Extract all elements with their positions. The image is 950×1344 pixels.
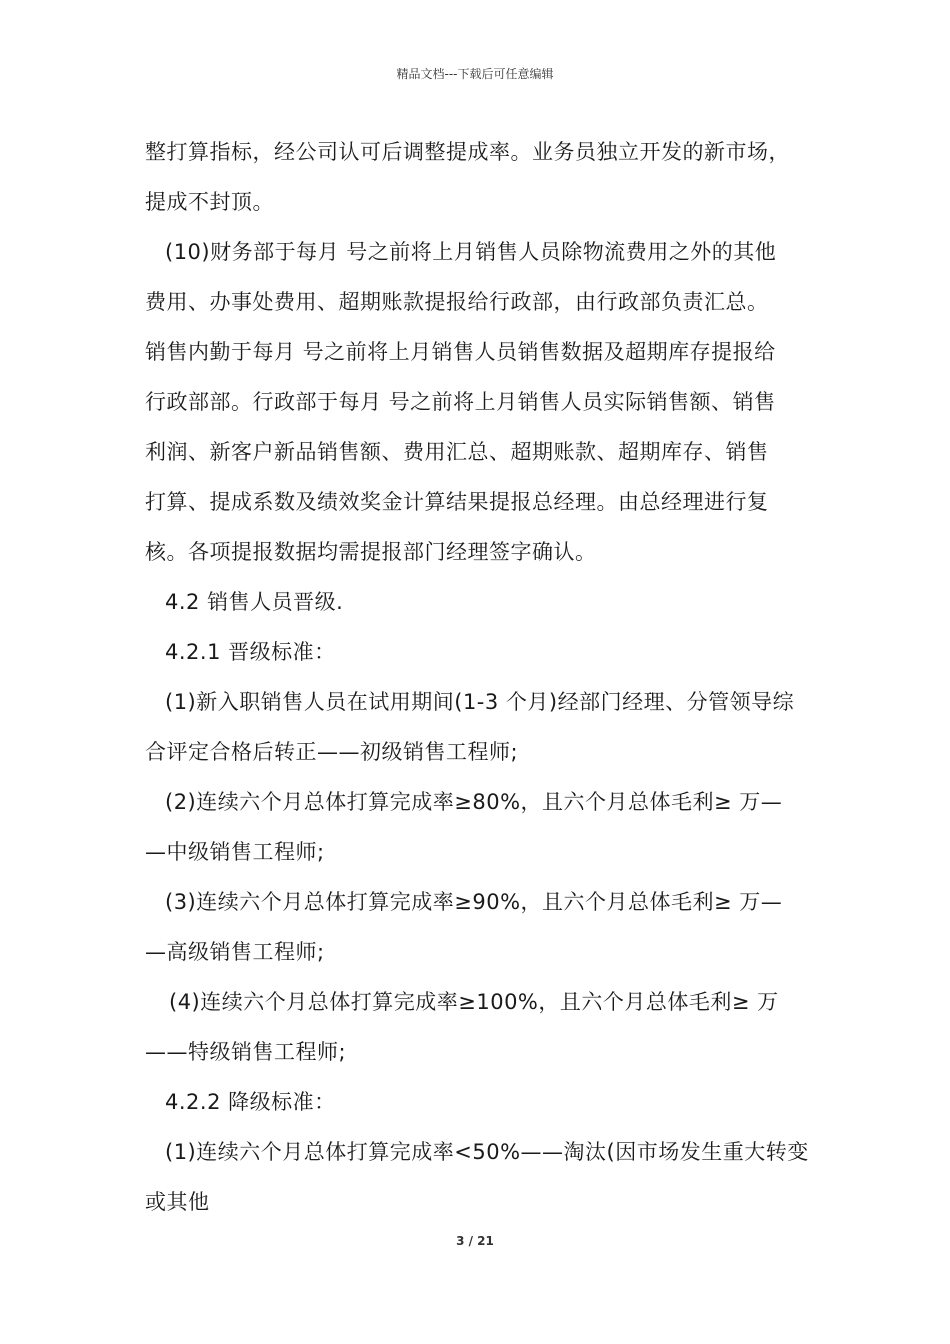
text-line: 4.2 销售人员晋级.: [165, 590, 344, 614]
text-line: 费用、办事处费用、超期账款提报给行政部，由行政部负责汇总。: [145, 290, 769, 314]
text-line: —中级销售工程师;: [145, 840, 325, 864]
page-header: 精品文档---下载后可任意编辑: [396, 67, 554, 81]
text-line: 核。各项提报数据均需提报部门经理签字确认。: [145, 540, 597, 564]
text-line: (1)连续六个月总体打算完成率<50%——淘汰(因市场发生重大转变: [165, 1140, 809, 1164]
text-line: 利润、新客户新品销售额、费用汇总、超期账款、超期库存、销售: [145, 440, 769, 464]
text-line: ——特级销售工程师;: [145, 1040, 347, 1064]
text-line: 合评定合格后转正——初级销售工程师;: [145, 740, 519, 764]
text-line: (2)连续六个月总体打算完成率≥80%，且六个月总体毛利≥ 万—: [165, 790, 783, 814]
page-number: 3 / 21: [456, 1234, 494, 1248]
text-line: —高级销售工程师;: [145, 940, 325, 964]
text-line: (1)新入职销售人员在试用期间(1-3 个月)经部门经理、分管领导综: [165, 690, 795, 714]
text-line: (10)财务部于每月 号之前将上月销售人员除物流费用之外的其他: [165, 240, 777, 264]
text-line: 行政部部。行政部于每月 号之前将上月销售人员实际销售额、销售: [145, 390, 776, 414]
text-line: 4.2.2 降级标准：: [165, 1090, 336, 1114]
text-line: (4)连续六个月总体打算完成率≥100%，且六个月总体毛利≥ 万: [169, 990, 779, 1014]
text-line: 整打算指标，经公司认可后调整提成率。业务员独立开发的新市场，: [145, 140, 790, 164]
text-line: 打算、提成系数及绩效奖金计算结果提报总经理。由总经理进行复: [145, 490, 769, 514]
text-line: (3)连续六个月总体打算完成率≥90%，且六个月总体毛利≥ 万—: [165, 890, 783, 914]
text-line: 销售内勤于每月 号之前将上月销售人员销售数据及超期库存提报给: [145, 340, 776, 364]
text-line: 4.2.1 晋级标准：: [165, 640, 336, 664]
text-line: 或其他: [145, 1190, 210, 1214]
document-body: [145, 127, 815, 1227]
text-line: 提成不封顶。: [145, 190, 274, 214]
